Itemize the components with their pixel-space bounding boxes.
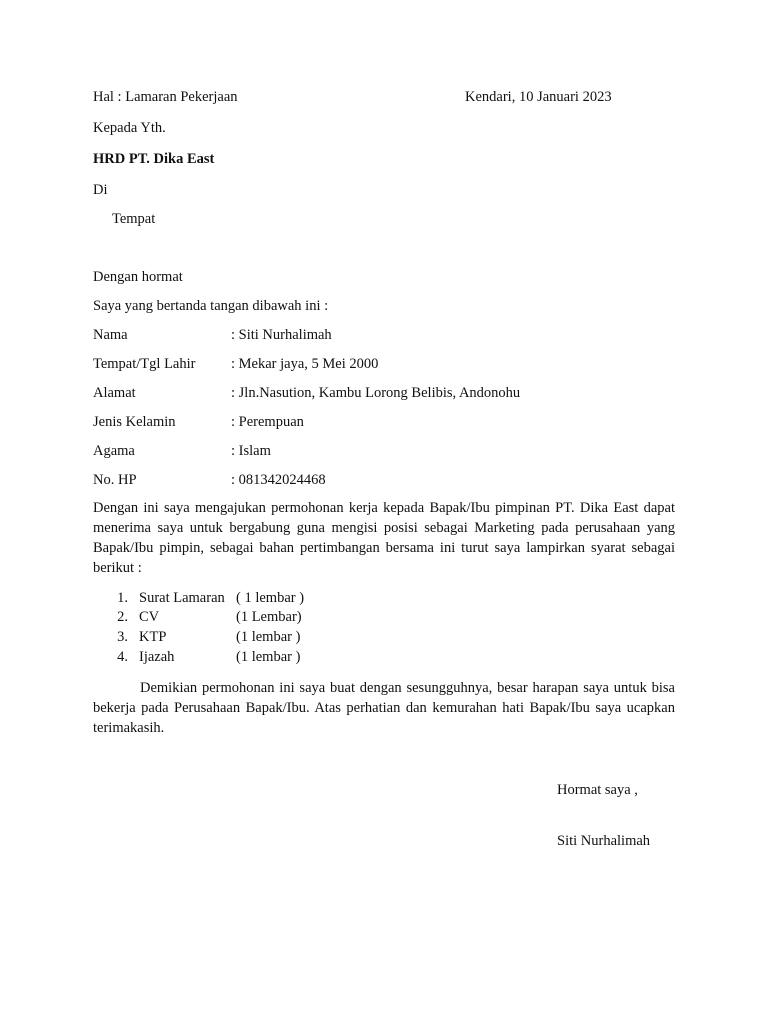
- list-item-name: Surat Lamaran: [139, 590, 225, 606]
- info-label: Alamat: [93, 385, 136, 401]
- to-line: Kepada Yth.: [93, 120, 166, 136]
- info-label: Tempat/Tgl Lahir: [93, 356, 196, 372]
- info-value: : Jln.Nasution, Kambu Lorong Belibis, Andonohu: [231, 385, 521, 401]
- regards: Hormat saya ,: [557, 782, 638, 798]
- info-value: : Mekar jaya, 5 Mei 2000: [231, 356, 379, 372]
- list-item-name: CV: [139, 609, 160, 625]
- list-number: 4.: [117, 649, 128, 665]
- info-label: Agama: [93, 443, 135, 459]
- letter-subject: Hal : Lamaran Pekerjaan: [93, 89, 238, 105]
- greeting: Dengan hormat: [93, 269, 183, 285]
- recipient: HRD PT. Dika East: [93, 151, 215, 167]
- intro-line: Saya yang bertanda tangan dibawah ini :: [93, 298, 329, 314]
- signer-name: Siti Nurhalimah: [557, 833, 651, 849]
- info-value: : Islam: [231, 443, 271, 459]
- info-value: : Siti Nurhalimah: [231, 327, 332, 343]
- info-label: No. HP: [93, 472, 137, 488]
- list-item-qty: (1 Lembar): [236, 609, 302, 625]
- list-number: 3.: [117, 629, 128, 645]
- letter-place-date: Kendari, 10 Januari 2023: [465, 89, 612, 105]
- info-label: Nama: [93, 327, 128, 343]
- info-label: Jenis Kelamin: [93, 414, 176, 430]
- list-item-qty: ( 1 lembar ): [236, 590, 305, 606]
- tempat-line: Tempat: [112, 211, 156, 227]
- body-paragraph: Dengan ini saya mengajukan permohonan kerja kepada Bapak/Ibu pimpinan PT. Dika East dapat menerima saya untuk bergabung guna mengisi posisi sebagai Marketing pada perusahaan yang Bapak/Ibu pimpin, sebagai bahan pertimbangan bersama ini turut saya lampirkan syarat sebagai berikut :: [93, 500, 675, 576]
- info-value: : Perempuan: [231, 414, 304, 430]
- list-number: 2.: [117, 609, 128, 625]
- list-item-name: Ijazah: [139, 649, 175, 665]
- list-item-name: KTP: [139, 629, 167, 645]
- list-number: 1.: [117, 590, 128, 606]
- list-item-qty: (1 lembar ): [236, 649, 301, 665]
- info-value: : 081342024468: [231, 472, 326, 488]
- di-line: Di: [93, 182, 108, 198]
- list-item-qty: (1 lembar ): [236, 629, 301, 645]
- closing-paragraph: Demikian permohonan ini saya buat dengan sesungguhnya, besar harapan saya untuk bisa bekerja pada Perusahaan Bapak/Ibu. Atas perhatian dan kemurahan hati Bapak/Ibu saya ucapkan terimakasih.: [93, 680, 675, 736]
